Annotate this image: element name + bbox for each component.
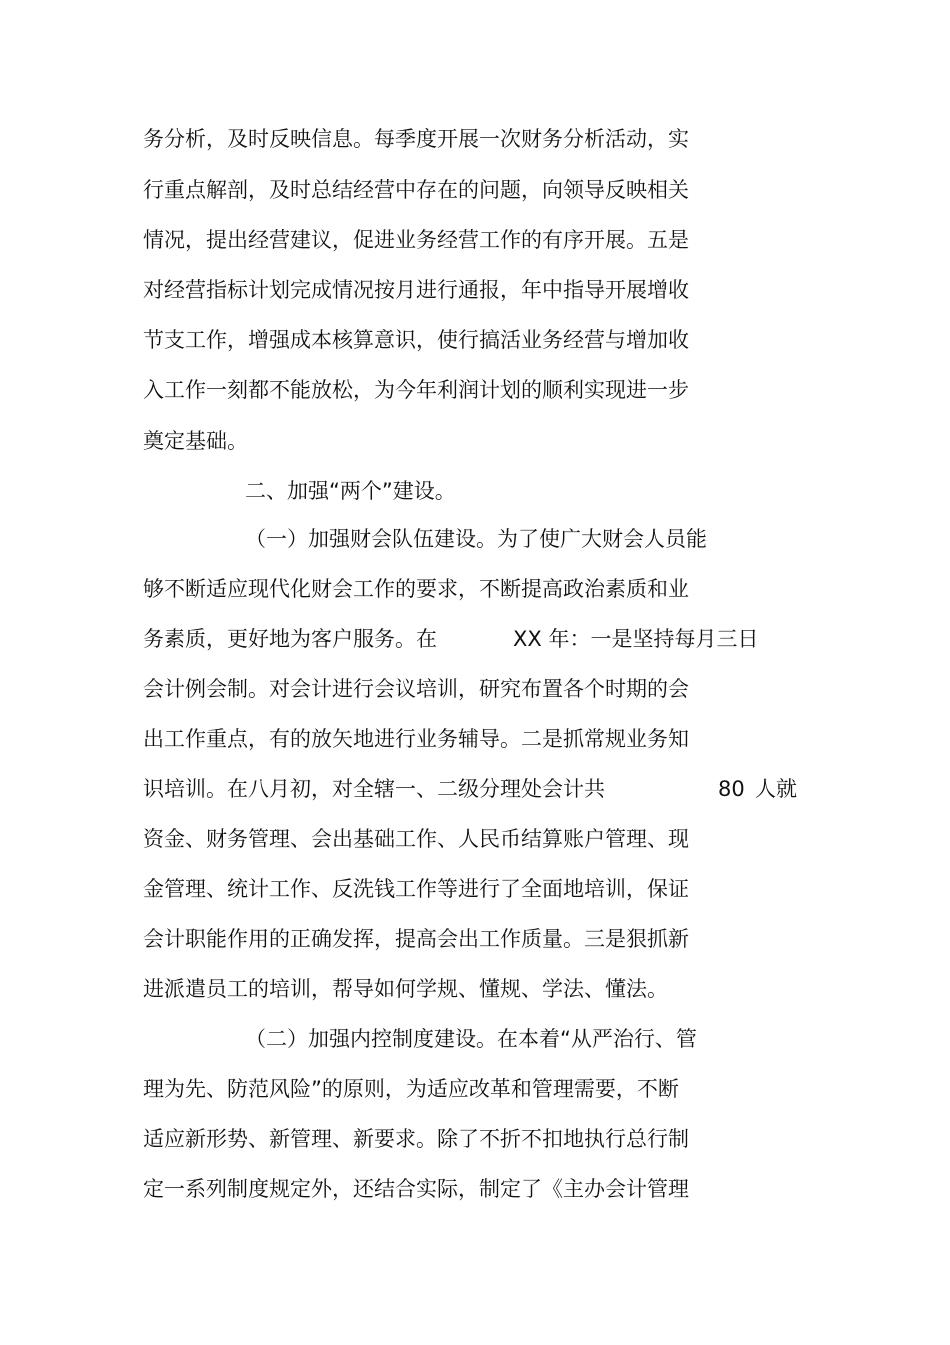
line-text: 入工作一刻都不能放松，为今年利润计划的顺利实现进一步	[143, 378, 689, 402]
line-text: 资金、财务管理、会出基础工作、人民币结算账户管理、现	[143, 827, 689, 851]
line-text: 会计职能作用的正确发挥，提高会出工作质量。三是狠抓新	[143, 927, 689, 951]
line-text: 进派遣员工的培训，帮导如何学规、懂规、学法、懂法。	[143, 977, 668, 1001]
line-text: （二）加强内控制度建设。在本着“从严治行、管	[245, 1027, 697, 1051]
line-text: 节支工作，增强成本核算意识，使行搞活业务经营与增加收	[143, 328, 689, 352]
line-text: 理为先、防范风险”的原则，为适应改革和管理需要，不断	[143, 1077, 679, 1101]
line-text: 会计例会制。对会计进行会议培训，研究布置各个时期的会	[143, 677, 689, 701]
line-text: 金管理、统计工作、反洗钱工作等进行了全面地培训，保证	[143, 877, 689, 901]
line-text: 人就	[755, 777, 797, 801]
line-text: 够不断适应现代化财会工作的要求，不断提高政治素质和业	[143, 577, 689, 601]
line-text: XX 年：一是坚持每月三日	[513, 627, 759, 651]
line-text: 行重点解剖，及时总结经营中存在的问题，向领导反映相关	[143, 178, 689, 202]
line-text: 务分析，及时反映信息。每季度开展一次财务分析活动，实	[143, 127, 689, 151]
line-text: 出工作重点，有的放矢地进行业务辅导。二是抓常规业务知	[143, 727, 689, 751]
line-text: （一）加强财会队伍建设。为了使广大财会人员能	[245, 527, 707, 551]
line-text: 定一系列制度规定外，还结合实际，制定了《主办会计管理	[143, 1177, 689, 1201]
line-text: 80	[718, 777, 745, 801]
heading-text: 二、加强“两个”建设。	[245, 479, 456, 503]
line-text: 情况，提出经营建议，促进业务经营工作的有序开展。五是	[143, 228, 689, 252]
line-text: 对经营指标计划完成情况按月进行通报，年中指导开展增收	[143, 278, 689, 302]
line-text: 识培训。在八月初，对全辖一、二级分理处会计共	[143, 777, 605, 801]
line-text: 适应新形势、新管理、新要求。除了不折不扣地执行总行制	[143, 1127, 689, 1151]
line-text: 务素质，更好地为客户服务。在	[143, 627, 437, 651]
line-text: 奠定基础。	[143, 429, 248, 453]
